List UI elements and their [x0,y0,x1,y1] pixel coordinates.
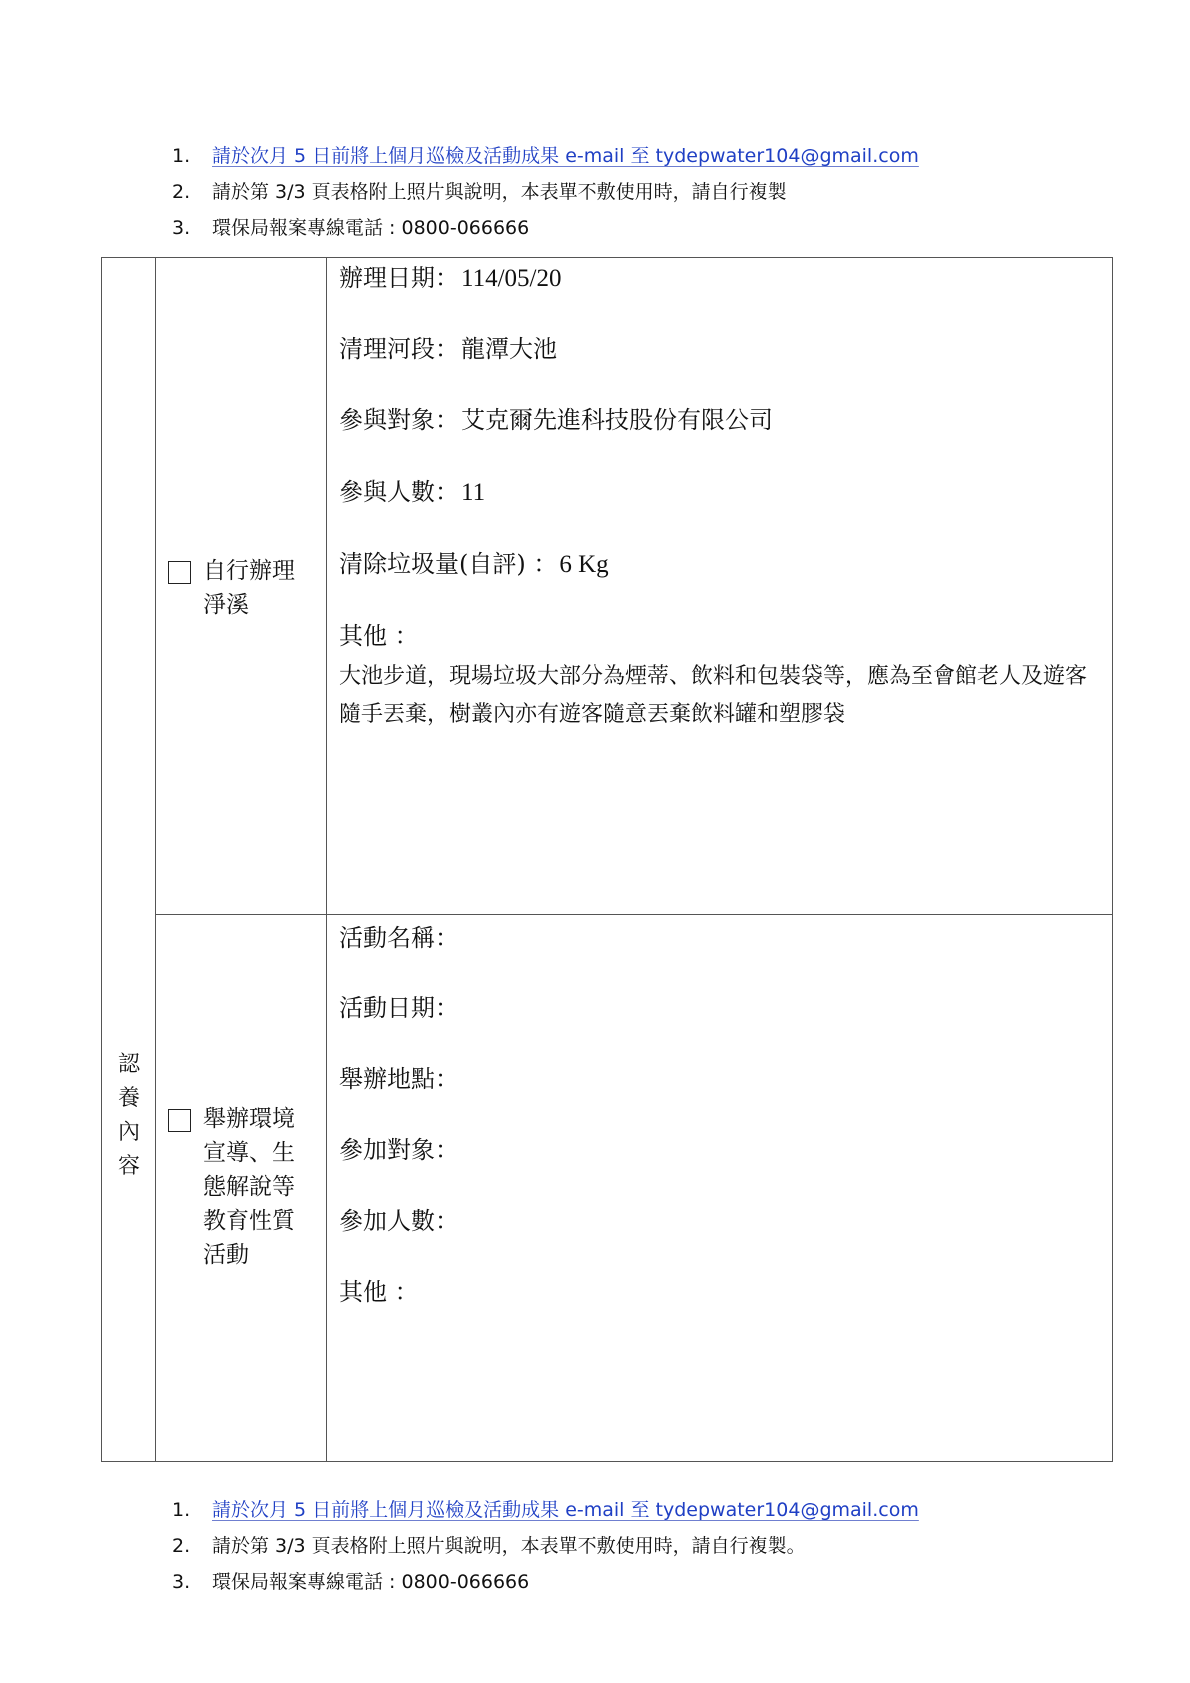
field-other-text: 大池步道，現場垃圾大部分為煙蒂、飲料和包裝袋等，應為至會館老人及遊客隨手丟棄，樹叢內亦有遊客隨意丟棄飲料罐和塑膠袋 [339,664,1088,727]
instruction-item [172,1496,919,1532]
instruction-text: 環保局報案專線電話 : 0800-066666 [212,1571,530,1593]
field-label: 參加人數 [339,1207,435,1235]
instruction-number: 3. [172,1571,191,1593]
field-value: 6 Kg [559,551,609,578]
instruction-number: 2. [172,1535,191,1557]
instruction-number: 3. [172,217,191,239]
field-value: 114/05/20 [461,265,562,292]
adoption-content-label [116,1048,142,1184]
option-education-activity[interactable] [168,1102,328,1272]
option-label: 自行辦理淨溪 [203,558,295,618]
field-attendee-count: 參加人數： [339,1207,459,1235]
instruction-text: 請於第 3/3 頁表格附上照片與說明，本表單不敷使用時，請自行複製。 [212,1535,806,1557]
instruction-text: 請於第 3/3 頁表格附上照片與說明，本表單不敷使用時，請自行複製 [212,181,787,203]
field-value: 11 [461,479,486,506]
instruction-number: 2. [172,181,191,203]
field-label: 舉辦地點 [339,1065,435,1093]
instruction-item [172,214,919,250]
field-label: 其他 [339,622,387,650]
field-label: 清除垃圾量(自評) [339,550,526,578]
field-label: 參與對象 [339,406,435,434]
field-participant-count: 參與人數：11 [339,478,486,506]
label-char: 養 [117,1086,140,1111]
field-value: 艾克爾先進科技股份有限公司 [461,406,773,434]
field-other: 其他 ： 大池步道，現場垃圾大部分為煙蒂、飲料和包裝袋等，應為至會館老人及遊客隨手丟棄，樹叢內亦有遊客隨意丟棄飲料罐和塑膠袋 [339,618,1099,734]
adoption-form-table [101,257,1113,1462]
label-char: 認 [117,1052,140,1077]
column-divider [155,258,156,1461]
instruction-email-link[interactable]: 請於次月 5 日前將上個月巡檢及活動成果 e-mail 至 tydepwater104@gmail.com [212,1499,919,1521]
field-label: 參與人數 [339,478,435,506]
instruction-number: 1. [172,145,191,167]
instruction-text: 環保局報案專線電話 : 0800-066666 [212,217,530,239]
field-audience: 參加對象： [339,1136,459,1164]
checkbox-self-cleanup[interactable] [168,561,191,584]
field-activity-date: 活動日期： [339,994,459,1022]
instructions-bottom [172,1496,919,1604]
field-other: 其他 ： [339,1278,419,1306]
field-label: 活動日期 [339,994,435,1022]
field-label: 其他 [339,1278,387,1306]
field-date: 辦理日期：114/05/20 [339,264,562,292]
instruction-item [172,1568,919,1604]
column-divider [326,258,327,1461]
field-garbage-amount: 清除垃圾量(自評) ：6 Kg [339,550,609,578]
option-self-cleanup[interactable] [168,554,328,622]
instructions-top [172,142,919,250]
field-label: 清理河段 [339,335,435,363]
instruction-number: 1. [172,1499,191,1521]
row-divider [155,914,1112,915]
field-label: 參加對象 [339,1136,435,1164]
field-activity-name: 活動名稱： [339,924,459,952]
field-label: 辦理日期 [339,264,435,292]
instruction-item [172,1532,919,1568]
field-venue: 舉辦地點： [339,1065,459,1093]
label-char: 內 [117,1120,140,1145]
field-label: 活動名稱 [339,924,435,952]
field-river-section: 清理河段：龍潭大池 [339,335,557,363]
field-participants: 參與對象：艾克爾先進科技股份有限公司 [339,406,773,434]
instruction-item [172,142,919,178]
option-label: 舉辦環境宣導、生態解說等教育性質活動 [203,1106,295,1268]
label-char: 容 [117,1154,140,1179]
instruction-email-link[interactable]: 請於次月 5 日前將上個月巡檢及活動成果 e-mail 至 tydepwater104@gmail.com [212,145,919,167]
field-value: 龍潭大池 [461,335,557,363]
checkbox-education-activity[interactable] [168,1109,191,1132]
instruction-item [172,178,919,214]
